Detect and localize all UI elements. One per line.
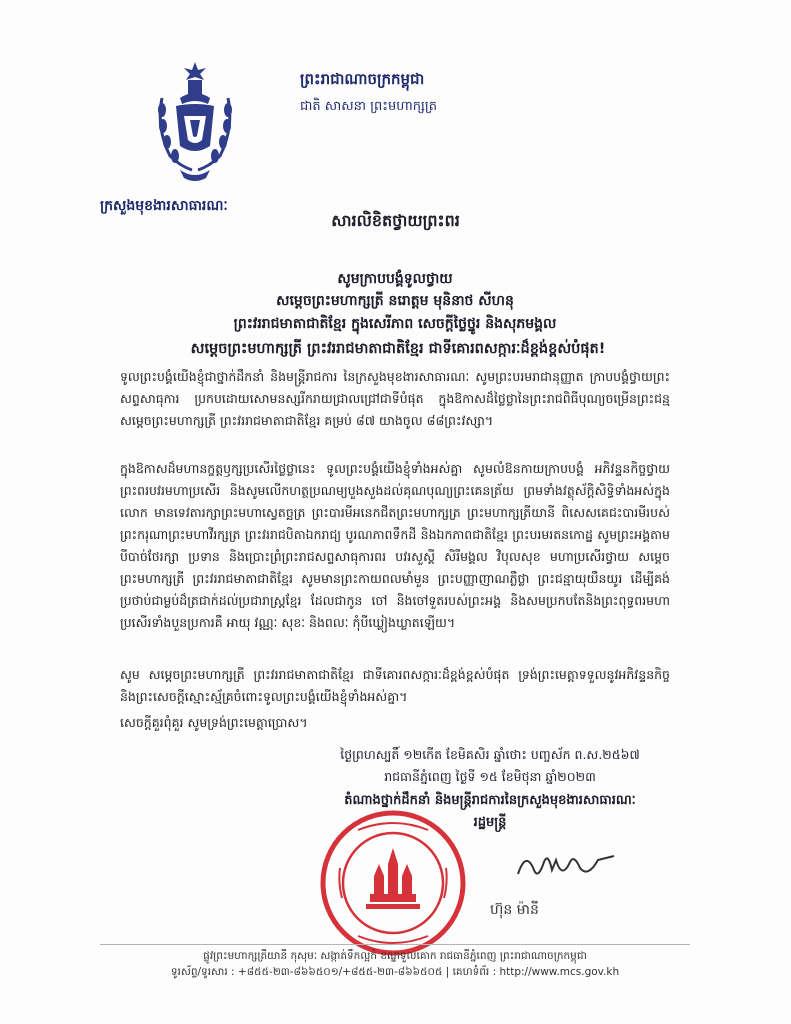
- signature-icon: [512, 840, 622, 890]
- heading-line-3: ព្រះវររាជមាតាជាតិខ្មែរ ក្នុងសេរីភាព សេចក្ដីថ្លៃថ្នូរ និងសុភមង្គល: [233, 316, 557, 332]
- royal-emblem-icon: [150, 58, 240, 188]
- heading-line-2: សម្ដេចព្រះមហាក្សត្រី នរោត្តម មុនិនាថ សីហនុ: [276, 293, 514, 309]
- footer-divider: [100, 944, 690, 945]
- heading-line-4: សម្ដេចព្រះមហាក្សត្រី ព្រះវររាជមាតាជាតិខ្មែរ ជាទីគោរពសក្ការៈដ៏ខ្ពង់ខ្ពស់បំផុត!: [190, 341, 606, 357]
- solar-date: រាជធានីភ្នំពេញ ថ្ងៃទី ១៥ ខែមិថុនា ឆ្នាំ២០២៣: [384, 769, 596, 784]
- signer-name: ហ៊ុន ម៉ានី: [490, 902, 539, 918]
- signer-position: រដ្ឋមន្ត្រី: [473, 815, 507, 830]
- footer-address: ផ្លូវព្រះមហាក្សត្រីយានី កុសុមៈ សង្កាត់ទឹកល្អក់ ខណ្ឌទួលគោក រាជធានីភ្នំពេញ ព្រះរាជាណាចក្រកម្ពុជា: [203, 950, 587, 962]
- paragraph-1: ទូលព្រះបង្គំយើងខ្ញុំជាថ្នាក់ដឹកនាំ និងមន្ត្រីរាជការ នៃក្រសួងមុខងារសាធារណៈ សូមព្រះបរមរាជានុញ្ញាត ក្រាបបង្គំថ្វាយព្រះសព្ទសាធុការ ប្រកបដោយសោមនស្សរីករាយជ្រាលជ្រៅជាទីបំផុត ក្នុងឱកាសដ៏ថ្លៃថ្លានៃព្រះរាជពិធីបុណ្យចម្រើនព្រះជន្ម សម្ដេចព្រះមហាក្សត្រី ព្រះវររាជមាតាជាតិខ្មែរ គម្រប់ ៨៧ យាងចូល ៨៨ព្រះវស្សា។: [120, 369, 670, 428]
- footer-contact: ទូរស័ព្ទ/ទូរសារ : +៨៥៥-២៣-៨៦៦៥០១/+៨៥៥-២៣-៨៦៦៥០៥ | គេហទំព័រ : http://www.mcs.gov.kh: [170, 966, 620, 978]
- letter-title: សារលិខិតថ្វាយព្រះពរ: [331, 211, 460, 230]
- signer-title: តំណាងថ្នាក់ដឹកនាំ និងមន្ត្រីរាជការនៃក្រសួងមុខងារសាធារណៈ: [344, 793, 636, 808]
- paragraph-2: ក្នុងឱកាសដ៏មហានក្ខត្តឫក្សប្រសើរថ្លៃថ្លានេះ ទូលព្រះបង្គំយើងខ្ញុំទាំងអស់គ្នា សូមលំឱនកាយក្រាបបង្គំ អភិវន្ទនកិច្ចថ្វាយព្រះពរបវរមហាប្រសើរ និងសូមលើកហត្ថប្រណម្យបួងសួងដល់គុណបុណ្យព្រះគេនត្រ័យ ព្រមទាំងវត្ថុស័ក្ដិសិទ្ធិទាំងអស់ក្នុងលោក មានទេវតារក្សាព្រះមហាស្វេតច្ឆត្រ ព្រះបារមីអនេកជីតព្រះមហាក្សត្រ ព្រះមហាក្សត្រីយានី ពិសេសគេជះបារមីរបស់ព្រះករុណាព្រះមហាវីរក្សត្រ ព្រះវររាជបិតាឯករាជ្យ បូរណភាពទឹកដី និងឯកភាពជាតិខ្មែរ ព្រះបរមរតនកោដ្ឋ សូមព្រះអង្គតាមបីបាច់ថែរក្សា ប្រទាន និងប្រោះព្រំព្រះរាជសព្ទសាធុការពរ បវរសួស្ដី សិរីមង្គល វិបុលសុខ មហាប្រសើរថ្វាយ សម្ដេចព្រះមហាក្សត្រី ព្រះវររាជមាតាជាតិខ្មែរ សូមមានព្រះកាយពលមាំមួន ព្រះបញ្ញាញាណភ្លឺថ្លា ព្រះជន្មាយុយឺនយូរ ដើម្បីគង់ប្រថាប់ជាម្លប់ដ៏ត្រជាក់ដល់ប្រជារាស្ត្រខ្មែរ ដែលជាកូន ចៅ និងចៅទួតរបស់ព្រះអង្គ និងសមប្រកបតែនិងព្រះពុទ្ធពរមហាប្រសើរទាំងបួនប្រការគឺ អាយុ វណ្ណៈ សុខៈ និងពលៈ កុំបីឃ្លៀងឃ្លាតឡើយ។: [120, 461, 670, 630]
- official-seal-icon: [318, 808, 468, 958]
- national-motto: ជាតិ សាសនា ព្រះមហាក្សត្រ: [300, 99, 437, 114]
- ministry-name: ក្រសួងមុខងារសាធារណៈ: [100, 198, 228, 214]
- kingdom-title: ព្រះរាជាណាចក្រកម្ពុជា: [300, 70, 425, 88]
- paragraph-4: សេចក្ដីគួរពុំគួរ សូមទ្រង់ព្រះមេត្តាប្រោស។: [120, 715, 308, 730]
- kingdom-header: [300, 70, 530, 117]
- lunar-date: ថ្ងៃព្រហស្បតិ៍ ១២កើត ខែមិគសិរ ឆ្នាំថោះ បញ្ចស័ក ព.ស.២៥៦៧: [340, 747, 640, 762]
- paragraph-3: សូម សម្ដេចព្រះមហាក្សត្រី ព្រះវររាជមាតាជាតិខ្មែរ ជាទីគោរពសក្ការៈដ៏ខ្ពង់ខ្ពស់បំផុត ទ្រង់ព្រះមេត្តាទទួលនូវអភិវន្ទនកិច្ច និងព្រះសេចក្ដីស្មោះស្ម័គ្រចំពោះទូលព្រះបង្គំយើងខ្ញុំទាំងអស់គ្នា។: [120, 667, 670, 704]
- heading-line-1: សូមក្រាបបង្គំទូលថ្វាយ: [337, 271, 453, 287]
- date-block: [310, 744, 670, 788]
